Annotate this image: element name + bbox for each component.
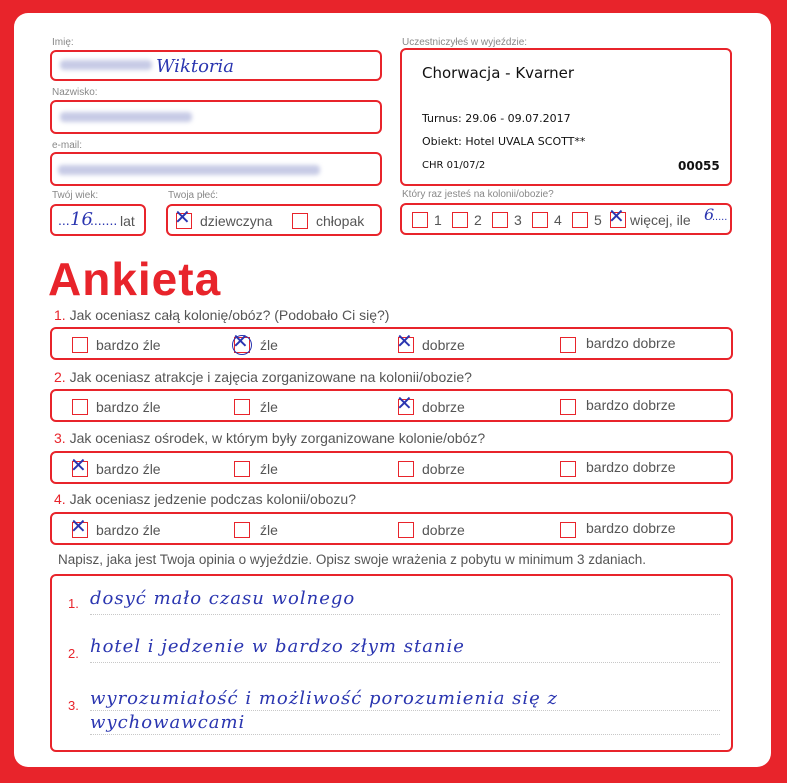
q2-option-bardzo-zle[interactable]	[72, 399, 88, 415]
gender-field	[166, 204, 382, 236]
opinion-text-3-cont: wychowawcami	[90, 712, 246, 733]
times-4-label: 4	[554, 212, 562, 228]
x-mark-icon: ✕	[70, 453, 87, 477]
q3-option-zle[interactable]	[234, 461, 250, 477]
question-2-num: 2.	[54, 369, 66, 385]
redacted-email	[58, 165, 320, 175]
q1-label-bardzo-dobrze: bardzo dobrze	[586, 335, 676, 351]
q3-label-bardzo-dobrze: bardzo dobrze	[586, 459, 676, 475]
q1-label-dobrze: dobrze	[422, 337, 465, 353]
question-2-text: Jak oceniasz atrakcje i zajęcia zorganizowane na kolonii/obozie?	[69, 369, 472, 385]
q3-label-bardzo-zle: bardzo źle	[96, 461, 161, 477]
q4-label-bardzo-zle: bardzo źle	[96, 522, 161, 538]
q3-option-bardzo-zle[interactable]	[70, 453, 88, 477]
q2-option-dobrze[interactable]	[396, 391, 414, 415]
q3-option-dobrze[interactable]	[398, 461, 414, 477]
answer-row-1	[50, 327, 733, 360]
times-3-label: 3	[514, 212, 522, 228]
trip-code: CHR 01/07/2	[422, 160, 486, 171]
surname-field[interactable]	[50, 100, 382, 134]
checkbox-female[interactable]	[174, 205, 192, 229]
answer-row-3	[50, 451, 733, 484]
trip-label: Uczestniczyłeś w wyjeździe:	[402, 37, 528, 48]
trip-info-box	[400, 48, 732, 186]
q2-label-bardzo-zle: bardzo źle	[96, 399, 161, 415]
x-mark-icon: ✕	[608, 204, 625, 228]
opinion-text-1: dosyć mało czasu wolnego	[90, 588, 356, 609]
q1-option-bardzo-zle[interactable]	[72, 337, 88, 353]
writing-line	[90, 734, 720, 735]
name-value: Wiktoria	[156, 56, 235, 77]
times-label: Który raz jesteś na kolonii/obozie?	[402, 189, 554, 200]
q4-option-bardzo-zle[interactable]	[70, 514, 88, 538]
times-more-value: 6	[704, 205, 715, 224]
x-mark-icon: ✕	[232, 329, 249, 353]
age-unit: lat	[120, 213, 135, 229]
writing-line	[90, 710, 720, 711]
question-3-text: Jak oceniasz ośrodek, w którym były zorganizowane kolonie/obóz?	[69, 430, 486, 446]
question-4-text: Jak oceniasz jedzenie podczas kolonii/obozu?	[69, 491, 356, 507]
q2-label-bardzo-dobrze: bardzo dobrze	[586, 397, 676, 413]
q4-option-bardzo-dobrze[interactable]	[560, 522, 576, 538]
writing-line	[90, 614, 720, 615]
q2-option-bardzo-dobrze[interactable]	[560, 399, 576, 415]
opinion-box[interactable]	[50, 574, 733, 752]
opinion-num-2: 2.	[68, 646, 79, 661]
x-mark-icon: ✕	[70, 514, 87, 538]
opinion-text-3: wyrozumiałość i możliwość porozumienia się z	[90, 688, 559, 709]
opinion-num-3: 3.	[68, 698, 79, 713]
opinion-text-2: hotel i jedzenie w bardzo złym stanie	[90, 636, 465, 657]
q2-label-dobrze: dobrze	[422, 399, 465, 415]
q4-label-zle: źle	[260, 522, 278, 538]
question-1-num: 1.	[54, 307, 66, 323]
q1-label-zle: źle	[260, 337, 278, 353]
age-field[interactable]	[50, 204, 146, 236]
x-mark-icon: ✕	[174, 205, 191, 229]
gender-male-label: chłopak	[316, 213, 365, 229]
q4-option-dobrze[interactable]	[398, 522, 414, 538]
redacted-first-name	[60, 60, 152, 70]
checkbox-times-1[interactable]	[412, 212, 428, 228]
x-mark-icon: ✕	[396, 329, 413, 353]
gender-label: Twoja płeć:	[168, 190, 219, 201]
trip-number: 00055	[678, 159, 720, 173]
times-5-label: 5	[594, 212, 602, 228]
times-1-label: 1	[434, 212, 442, 228]
surname-label: Nazwisko:	[52, 87, 98, 98]
checkbox-times-more[interactable]	[608, 204, 626, 228]
checkbox-times-4[interactable]	[532, 212, 548, 228]
question-1-text: Jak oceniasz całą kolonię/obóz? (Podobało Ci się?)	[69, 307, 390, 323]
times-more-label: więcej, ile	[630, 212, 691, 228]
email-field[interactable]	[50, 152, 382, 186]
redacted-surname	[60, 112, 192, 122]
opinion-num-1: 1.	[68, 596, 79, 611]
answer-row-4	[50, 512, 733, 545]
writing-line	[90, 662, 720, 663]
q1-option-zle[interactable]	[232, 329, 250, 353]
name-field[interactable]	[50, 50, 382, 81]
q2-label-zle: źle	[260, 399, 278, 415]
question-1	[54, 307, 389, 323]
trip-destination: Chorwacja - Kvarner	[422, 64, 575, 82]
answer-row-2	[50, 389, 733, 422]
question-3-num: 3.	[54, 430, 66, 446]
checkbox-male[interactable]	[292, 213, 308, 229]
times-more-dots: .....	[712, 211, 728, 223]
age-prefix: ...	[58, 212, 70, 228]
question-3	[54, 430, 485, 446]
question-4-num: 4.	[54, 491, 66, 507]
q3-option-bardzo-dobrze[interactable]	[560, 461, 576, 477]
q4-label-dobrze: dobrze	[422, 522, 465, 538]
question-2	[54, 369, 472, 385]
checkbox-times-2[interactable]	[452, 212, 468, 228]
checkbox-times-5[interactable]	[572, 212, 588, 228]
age-label: Twój wiek:	[52, 190, 99, 201]
q1-option-dobrze[interactable]	[396, 329, 414, 353]
opinion-prompt: Napisz, jaka jest Twoja opinia o wyjeździe. Opisz swoje wrażenia z pobytu w minimum 3 zdaniach.	[58, 552, 647, 567]
age-suffix: .......	[90, 212, 118, 228]
times-2-label: 2	[474, 212, 482, 228]
name-label: Imię:	[52, 37, 74, 48]
survey-title: Ankieta	[48, 253, 222, 305]
q1-option-bardzo-dobrze[interactable]	[560, 337, 576, 353]
question-4	[54, 491, 356, 507]
q4-label-bardzo-dobrze: bardzo dobrze	[586, 520, 676, 536]
q3-label-dobrze: dobrze	[422, 461, 465, 477]
checkbox-times-3[interactable]	[492, 212, 508, 228]
times-field	[400, 203, 732, 235]
gender-female-label: dziewczyna	[200, 213, 273, 229]
email-label: e-mail:	[52, 140, 83, 151]
x-mark-icon: ✕	[396, 391, 413, 415]
trip-turnus: Turnus: 29.06 - 09.07.2017	[422, 112, 571, 125]
q1-label-bardzo-zle: bardzo źle	[96, 337, 161, 353]
q3-label-zle: źle	[260, 461, 278, 477]
age-value: 16	[70, 209, 93, 230]
circle-mark-icon	[232, 335, 252, 355]
trip-object: Obiekt: Hotel UVALA SCOTT**	[422, 135, 586, 148]
q2-option-zle[interactable]	[234, 399, 250, 415]
q4-option-zle[interactable]	[234, 522, 250, 538]
